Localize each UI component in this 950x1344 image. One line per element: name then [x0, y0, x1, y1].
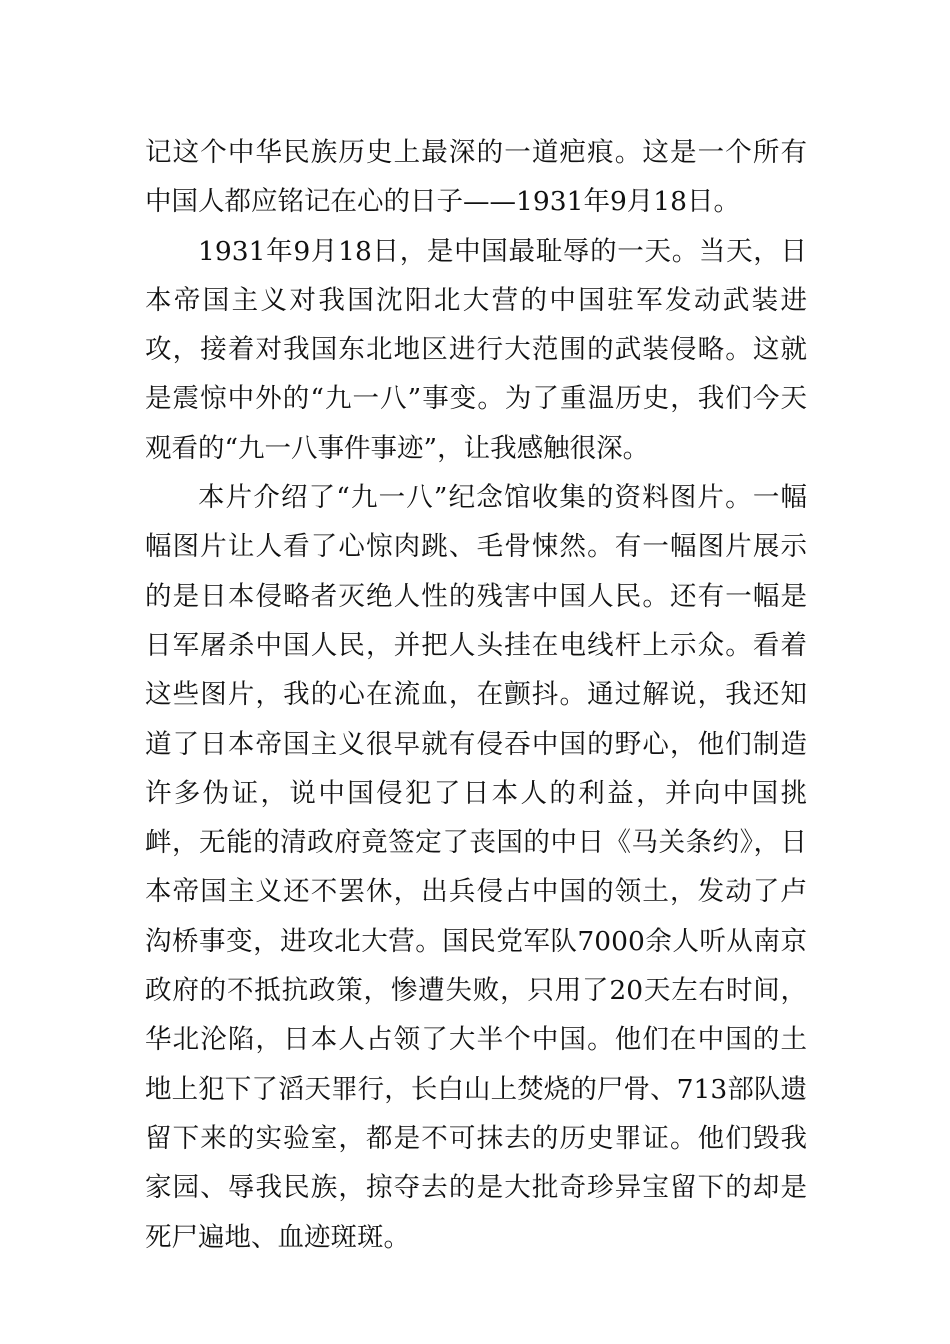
- paragraph-continuation: 记这个中华民族历史上最深的一道疤痕。这是一个所有中国人都应铭记在心的日子——1931年9月18日。: [145, 137, 807, 218]
- document-body: [145, 128, 807, 1262]
- paragraph-sept18-event: 1931年9月18日，是中国最耻辱的一天。当天，日本帝国主义对我国沈阳北大营的中国驻军发动武装进攻，接着对我国东北地区进行大范围的武装侵略。这就是震惊中外的“九一八”事变。为了重温历史，我们今天观看的“九一八事件事迹”，让我感触很深。: [145, 235, 807, 464]
- paragraph-film-description: 本片介绍了“九一八”纪念馆收集的资料图片。一幅幅图片让人看了心惊肉跳、毛骨悚然。有一幅图片展示的是日本侵略者灭绝人性的残害中国人民。还有一幅是日军屠杀中国人民，并把人头挂在电线杆上示众。看着这些图片，我的心在流血，在颤抖。通过解说，我还知道了日本帝国主义很早就有侵吞中国的野心，他们制造许多伪证，说中国侵犯了日本人的利益，并向中国挑衅，无能的清政府竟签定了丧国的中日《马关条约》，日本帝国主义还不罢休，出兵侵占中国的领土，发动了卢沟桥事变，进攻北大营。国民党军队7000余人听从南京政府的不抵抗政策，惨遭失败，只用了20天左右时间，华北沦陷，日本人占领了大半个中国。他们在中国的土地上犯下了滔天罪行，长白山上焚烧的尸骨、713部队遗留下来的实验室，都是不可抹去的历史罪证。他们毁我家园、辱我民族，掠夺去的是大批奇珍异宝留下的却是死尸遍地、血迹斑斑。: [145, 482, 807, 1253]
